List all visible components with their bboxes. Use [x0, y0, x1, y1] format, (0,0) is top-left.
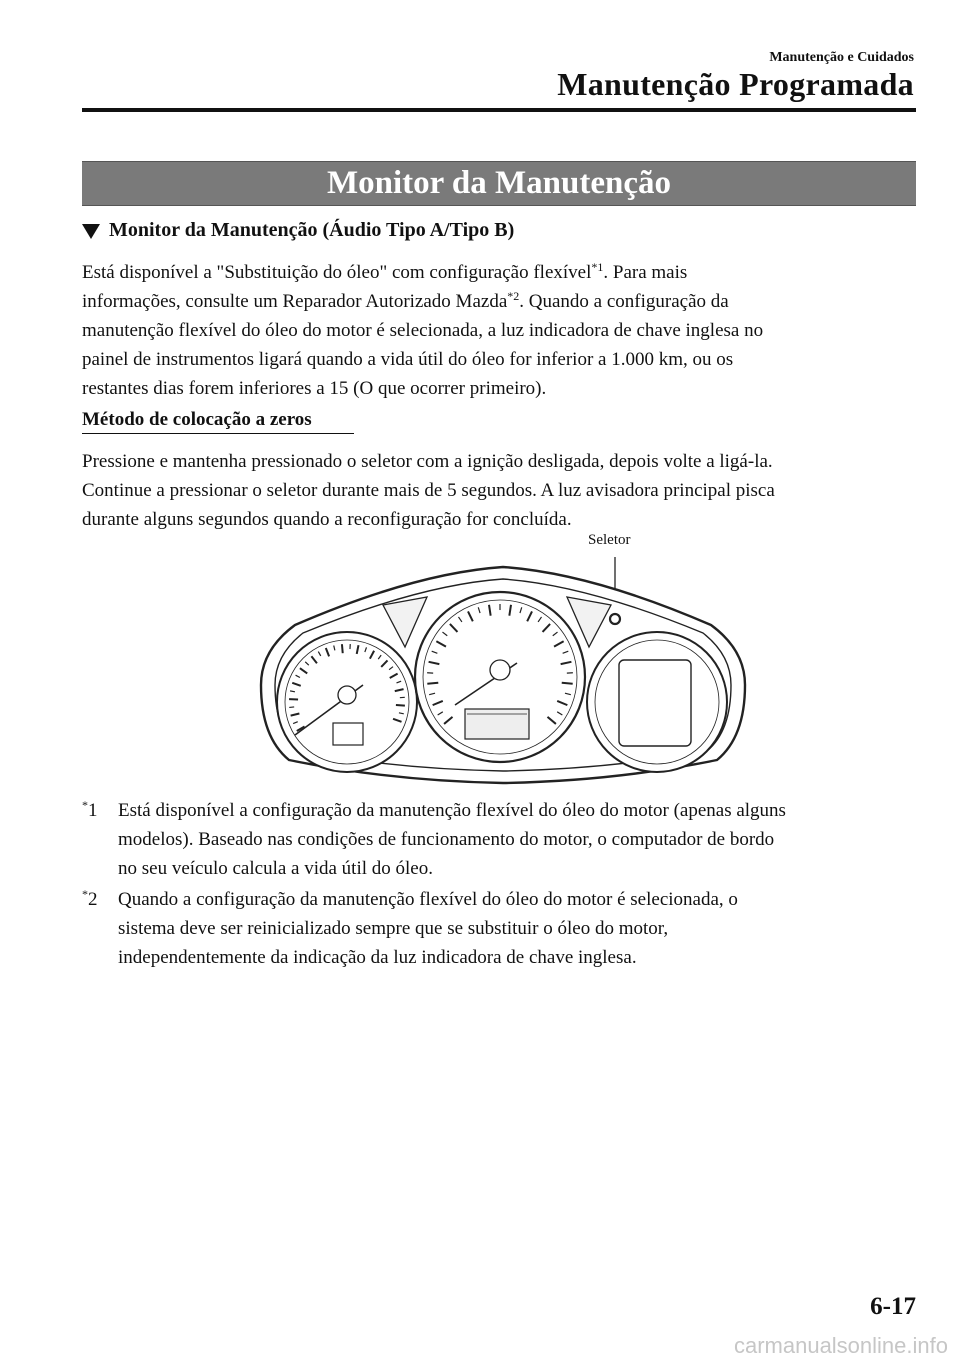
footnote-1: [82, 796, 922, 883]
gauge-tick: [342, 644, 343, 653]
method-line: Pressione e mantenha pressionado o seletor com a ignição desligada, depois volte a ligá-la.: [82, 451, 773, 472]
running-header-section: Manutenção e Cuidados: [769, 50, 914, 65]
intro-line: restantes dias forem inferiores a 15 (O que ocorrer primeiro).: [82, 378, 547, 399]
gauge-tick: [562, 683, 573, 684]
intro-line: informações, consulte um Reparador Autorizado Mazda$^{*2}$. Quando a configuração da: [82, 289, 729, 312]
gauge-tick: [396, 705, 405, 706]
method-heading-underline: [82, 433, 354, 434]
method-line: Continue a pressionar o seletor durante mais de 5 segundos. A luz avisadora principal pisca: [82, 480, 775, 501]
footnote-line: independentemente da indicação da luz indicadora de chave inglesa.: [118, 947, 637, 968]
subheading: [82, 219, 514, 242]
section-banner: [82, 161, 916, 206]
footnote-line: modelos). Baseado nas condições de funcionamento do motor, o computador de bordo: [118, 829, 775, 850]
footnote-ref-1[interactable]: *1: [591, 260, 604, 274]
selector-knob-icon[interactable]: [610, 614, 620, 624]
footnote-line: Está disponível a configuração da manutenção flexível do óleo do motor (apenas alguns: [118, 800, 786, 821]
footnote-ref-2[interactable]: *2: [507, 289, 520, 303]
subheading-text: Monitor da Manutenção (Áudio Tipo A/Tipo B): [109, 219, 515, 241]
banner-title: Monitor da Manutenção: [326, 165, 672, 201]
triangle-bullet-icon: [82, 224, 100, 239]
intro-line: Está disponível a "Substituição do óleo" com configuração flexível$^{*1}$. Para mais: [82, 260, 688, 283]
method-paragraph: [82, 447, 922, 534]
method-heading: Método de colocação a zeros: [82, 409, 312, 430]
footnote-marker: *2: [82, 887, 98, 910]
footnote-line: Quando a configuração da manutenção flexível do óleo do motor é selecionada, o: [118, 889, 738, 910]
page-number: 6-17: [870, 1293, 916, 1320]
gauge-tick: [427, 683, 438, 684]
intro-paragraph: [82, 258, 922, 403]
intro-line: painel de instrumentos ligará quando a vida útil do óleo for inferior a 1.000 km, ou os: [82, 349, 734, 370]
watermark: carmanualsonline.info: [733, 1333, 948, 1358]
footnote-marker: *1: [82, 798, 98, 821]
instrument-cluster-illustration: [255, 555, 750, 795]
header-rule: [82, 108, 916, 112]
footnote-line: no seu veículo calcula a vida útil do óleo.: [118, 858, 433, 879]
running-header-chapter: Manutenção Programada: [557, 66, 914, 102]
footnote-2: [82, 885, 922, 972]
method-line: durante alguns segundos quando a reconfiguração for concluída.: [82, 509, 572, 530]
selector-label: Seletor: [588, 532, 631, 548]
intro-line: manutenção flexível do óleo do motor é selecionada, a luz indicadora de chave inglesa no: [82, 320, 764, 341]
footnote-line: sistema deve ser reinicializado sempre que se substituir o óleo do motor,: [118, 918, 669, 939]
